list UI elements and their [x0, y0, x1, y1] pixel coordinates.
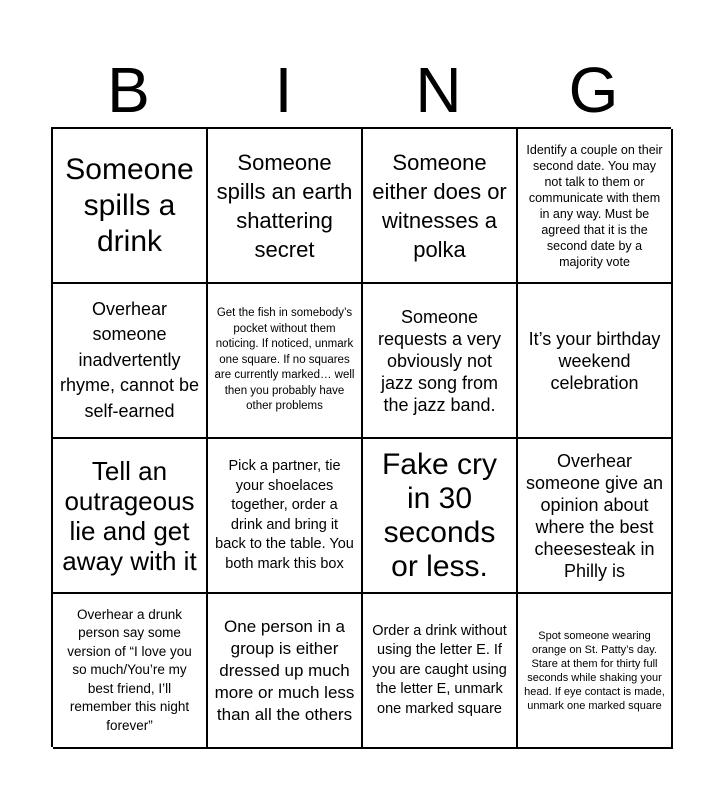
bingo-cell-r4c1[interactable]	[53, 594, 208, 749]
cell-text: Fake cry in 30 seconds or less.	[381, 447, 498, 583]
bingo-cell-r2c3[interactable]	[363, 284, 518, 439]
bingo-cell-r3c1[interactable]	[53, 439, 208, 594]
cell-text: Overhear someone inadvertently rhyme, cannot be self-earned	[59, 298, 200, 421]
cell-text: Get the fish in somebody’s pocket without them noticing. If noticed, unmark one square. If no squares are currently marked… well then you probably have other problems	[214, 307, 355, 413]
bingo-cell-r2c1[interactable]	[53, 284, 208, 439]
cell-text: Someone either does or witnesses a polka	[372, 149, 507, 262]
bingo-cell-r3c2[interactable]	[208, 439, 363, 594]
bingo-board	[51, 127, 671, 747]
cell-text: Someone spills a drink	[65, 152, 194, 258]
bingo-cell-r4c2[interactable]	[208, 594, 363, 749]
cell-text: Order a drink without using the letter E. If you are caught using the letter E, unmark one marked square	[372, 622, 507, 717]
bingo-cell-r1c2[interactable]	[208, 129, 363, 284]
bingo-cell-r3c3[interactable]	[363, 439, 518, 594]
bingo-cell-r3c4[interactable]	[518, 439, 673, 594]
cell-text: Spot someone wearing orange on St. Patty’s day. Stare at them for thirty full seconds while shaking your head. If eye contact is made, unmark one marked square	[524, 629, 665, 712]
bingo-cell-r4c3[interactable]	[363, 594, 518, 749]
cell-text: Someone spills an earth shattering secret	[216, 149, 353, 262]
cell-text: Tell an outrageous lie and get away with it	[62, 455, 197, 576]
bingo-cell-r2c4[interactable]	[518, 284, 673, 439]
header-letter-b: B	[107, 54, 150, 126]
bingo-cell-r1c1[interactable]	[53, 129, 208, 284]
cell-text: Someone requests a very obviously not jazz song from the jazz band.	[377, 306, 502, 415]
bingo-cell-r4c4[interactable]	[518, 594, 673, 749]
cell-text: Overhear someone give an opinion about where the best cheesesteak in Philly is	[525, 450, 664, 581]
cell-text: Overhear a drunk person say some version of “I love you so much/You’re my best friend, I’ll remember this night forever”	[67, 606, 192, 733]
bingo-cell-r1c3[interactable]	[363, 129, 518, 284]
bingo-cell-r1c4[interactable]	[518, 129, 673, 284]
header-letter-i: I	[274, 54, 293, 126]
cell-text: Pick a partner, tie your shoelaces together, order a drink and bring it back to the table. You both mark this box	[215, 458, 354, 572]
bingo-cell-r2c2[interactable]	[208, 284, 363, 439]
header-letter-n: N	[415, 54, 462, 126]
cell-text: One person in a group is either dressed up much more or much less than all the others	[214, 616, 355, 724]
header-letter-g: G	[568, 54, 619, 126]
bingo-header	[51, 52, 671, 128]
cell-text: Identify a couple on their second date. You may not talk to them or communicate with them in any way. Must be agreed that it is the second date by a majority vote	[526, 142, 663, 269]
cell-text: It’s your birthday weekend celebration	[528, 328, 661, 393]
